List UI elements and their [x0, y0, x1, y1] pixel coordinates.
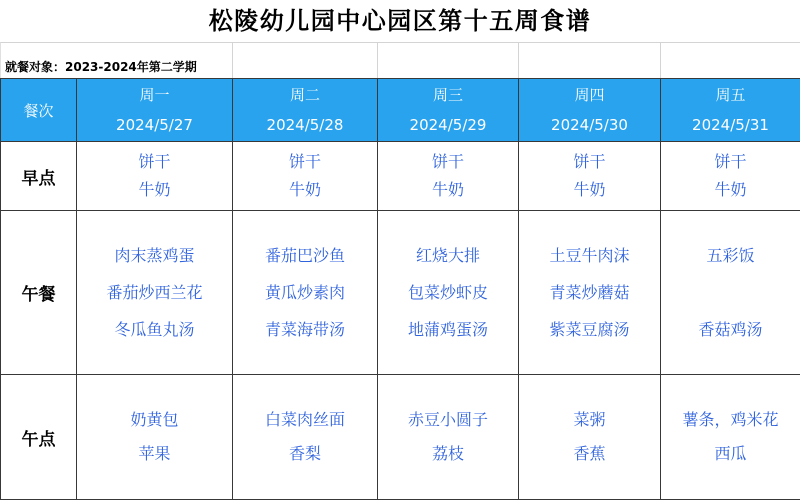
day-label: 周四 [574, 86, 605, 104]
menu-item: 赤豆小圆子 [407, 410, 488, 429]
sheet-gridline [377, 43, 378, 78]
menu-item: 香蕉 [573, 444, 606, 463]
day-header-friday [661, 79, 800, 142]
day-header-thursday [519, 79, 661, 142]
menu-item: 青菜炒蘑菇 [549, 283, 630, 302]
menu-item: 黄瓜炒素肉 [264, 283, 345, 302]
cell-lunch-friday [661, 211, 800, 375]
menu-item: 香菇鸡汤 [698, 320, 763, 339]
page-title: 松陵幼儿园中心园区第十五周食谱 [208, 7, 592, 35]
menu-item: 饼干 [288, 152, 321, 171]
cell-snack-tuesday [233, 375, 378, 500]
meal-label-afternoon-snack: 午点 [1, 375, 77, 500]
day-date: 2024/5/30 [551, 116, 628, 134]
sheet-gridline [518, 43, 519, 78]
menu-item: 红烧大排 [415, 246, 480, 265]
menu-item: 牛奶 [714, 180, 747, 199]
menu-item: 土豆牛肉沫 [549, 246, 630, 265]
menu-item: 荔枝 [431, 444, 464, 463]
meal-label-breakfast: 早点 [1, 142, 77, 211]
menu-item: 饼干 [431, 152, 464, 171]
meal-column-header: 餐次 [1, 79, 77, 142]
menu-table [0, 78, 800, 500]
menu-item: 苹果 [138, 444, 171, 463]
day-label: 周二 [289, 86, 320, 104]
meal-row-lunch [1, 211, 800, 375]
day-header-wednesday [378, 79, 519, 142]
day-label: 周五 [715, 86, 746, 104]
cell-lunch-wednesday [378, 211, 519, 375]
menu-item: 牛奶 [288, 180, 321, 199]
cell-lunch-tuesday [233, 211, 378, 375]
cell-snack-thursday [519, 375, 661, 500]
meal-label-lunch: 午餐 [1, 211, 77, 375]
menu-item: 香梨 [288, 444, 321, 463]
day-date: 2024/5/27 [116, 116, 193, 134]
menu-item: 西瓜 [714, 444, 747, 463]
cell-snack-monday [77, 375, 233, 500]
menu-item: 青菜海带汤 [264, 320, 345, 339]
menu-item: 包菜炒虾皮 [407, 283, 488, 302]
day-label: 周三 [432, 86, 463, 104]
menu-item: 番茄巴沙鱼 [264, 246, 345, 265]
menu-item: 牛奶 [431, 180, 464, 199]
cell-breakfast-thursday [519, 142, 661, 211]
cell-lunch-thursday [519, 211, 661, 375]
cell-breakfast-friday [661, 142, 800, 211]
day-header-monday [77, 79, 233, 142]
subtitle-row [0, 42, 800, 78]
meal-row-afternoon-snack [1, 375, 800, 500]
cell-lunch-monday [77, 211, 233, 375]
menu-item: 薯条，鸡米花 [682, 410, 779, 429]
menu-item: 五彩饭 [706, 246, 755, 265]
day-date: 2024/5/28 [266, 116, 344, 134]
subtitle-dining-target: 就餐对象：2023-2024年第二学期 [5, 60, 197, 74]
menu-item: 饼干 [714, 152, 747, 171]
cell-snack-friday [661, 375, 800, 500]
menu-item: 奶黄包 [130, 410, 179, 429]
cell-breakfast-tuesday [233, 142, 378, 211]
menu-item: 饼干 [138, 152, 171, 171]
cell-breakfast-monday [77, 142, 233, 211]
table-header-row [1, 79, 800, 142]
menu-item: 菜粥 [573, 410, 606, 429]
menu-item: 牛奶 [138, 180, 171, 199]
menu-item: 番茄炒西兰花 [106, 283, 203, 302]
title-row [0, 0, 800, 42]
day-label: 周一 [139, 86, 170, 104]
cell-breakfast-wednesday [378, 142, 519, 211]
day-date: 2024/5/31 [692, 116, 769, 134]
day-header-tuesday [233, 79, 378, 142]
menu-item: 冬瓜鱼丸汤 [114, 320, 195, 339]
meal-row-breakfast [1, 142, 800, 211]
cell-snack-wednesday [378, 375, 519, 500]
menu-item: 紫菜豆腐汤 [549, 320, 630, 339]
day-date: 2024/5/29 [409, 116, 487, 134]
menu-item: 地蒲鸡蛋汤 [407, 320, 488, 339]
menu-item: 肉末蒸鸡蛋 [114, 246, 195, 265]
menu-item [661, 274, 800, 311]
menu-item: 牛奶 [573, 180, 606, 199]
sheet-gridline [232, 43, 233, 78]
menu-item: 饼干 [573, 152, 606, 171]
menu-item: 白菜肉丝面 [264, 410, 345, 429]
sheet-gridline [660, 43, 661, 78]
